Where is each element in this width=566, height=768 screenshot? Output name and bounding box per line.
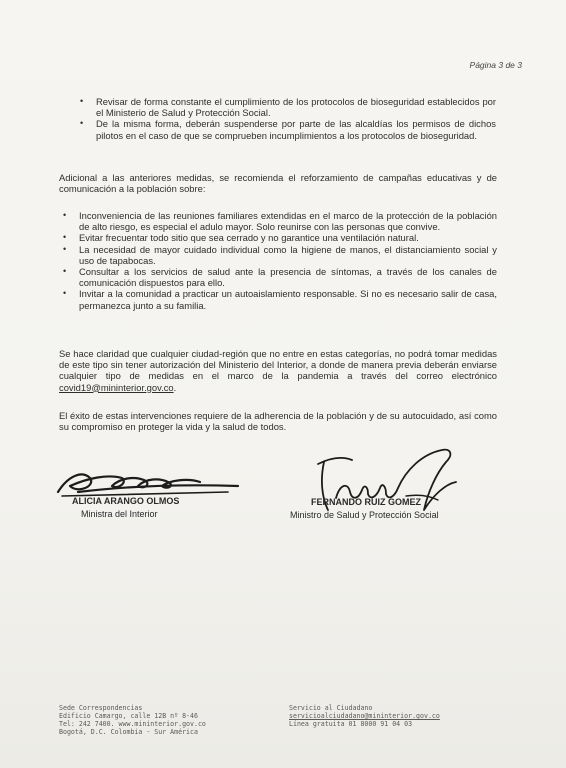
left-signatory-name: ALICIA ARANGO OLMOS	[72, 496, 180, 506]
footer-service-phone: Línea gratuita 01 8000 91 04 03	[289, 720, 413, 728]
list-item: • Inconveniencia de las reuniones familiares extendidas en el marco de la protección de la población de alto riesgo, es especial el adulo mayor. Solo reunirse con las personas que convive.	[59, 210, 497, 232]
footer-left-address	[59, 704, 206, 736]
footer-line: Bogotá, D.C. Colombia - Sur América	[59, 728, 198, 736]
paragraph-authorization-text: Se hace claridad que cualquier ciudad-región que no entre en estas categorías, no podrá tomar medidas de este tipo sin tener autorización del Ministerio del Interior, a donde de manera previa deberán enviarse cualquier tipo de medidas en el marco de la pandemia a través del correo electrónico	[59, 348, 497, 382]
paragraph-recommendations: Adicional a las anteriores medidas, se recomienda el reforzamiento de campañas educativas y de comunicación a la población sobre:	[59, 172, 497, 195]
footer-right-service	[289, 704, 440, 728]
top-bullet-list	[76, 96, 496, 141]
list-item: • La necesidad de mayor cuidado individual como la higiene de manos, el distanciamiento social y uso de tapabocas.	[59, 244, 497, 266]
list-item: • Evitar frecuentar todo sitio que sea cerrado y no garantice una ventilación natural.	[59, 232, 497, 243]
left-signatory-role: Ministra del Interior	[81, 509, 158, 519]
recommendation-bullet-list	[59, 210, 497, 311]
footer-service-title: Servicio al Ciudadano	[289, 704, 373, 712]
footer-line: Tel: 242 7400. www.mininterior.gov.co	[59, 720, 206, 728]
page-number: Página 3 de 3	[469, 60, 522, 70]
list-item: • Revisar de forma constante el cumplimiento de los protocolos de bioseguridad establecidos por el Ministerio de Salud y Protección Social.	[76, 96, 496, 118]
paragraph-closing: El éxito de estas intervenciones requiere de la adherencia de la población y de su autocuidado, así como su compromiso en proteger la vida y la salud de todos.	[59, 410, 497, 433]
footer-line: Sede Correspondencias	[59, 704, 143, 712]
contact-email-link[interactable]: covid19@mininterior.gov.co	[59, 381, 174, 393]
footer-line: Edificio Camargo, calle 12B nº 8-46	[59, 712, 198, 720]
list-item: • Consultar a los servicios de salud ante la presencia de síntomas, a través de los canales de comunicación dispuestos para ello.	[59, 266, 497, 288]
list-item: • Invitar a la comunidad a practicar un autoaislamiento responsable. Si no es necesario salir de casa, permanezca junto a su familia.	[59, 288, 497, 310]
paragraph-authorization-end: .	[173, 381, 177, 393]
paragraph-authorization	[59, 348, 497, 393]
right-signatory-role: Ministro de Salud y Protección Social	[290, 510, 439, 520]
footer-service-email-link[interactable]: servicioalciudadano@mininterior.gov.co	[289, 712, 440, 720]
right-signatory-name: FERNANDO RUIZ GOMEZ	[311, 497, 421, 507]
list-item: • De la misma forma, deberán suspenderse por parte de las alcaldías los permisos de dichos pilotos en el caso de que se comprueben incumplimientos a los protocolos de bioseguridad.	[76, 118, 496, 140]
